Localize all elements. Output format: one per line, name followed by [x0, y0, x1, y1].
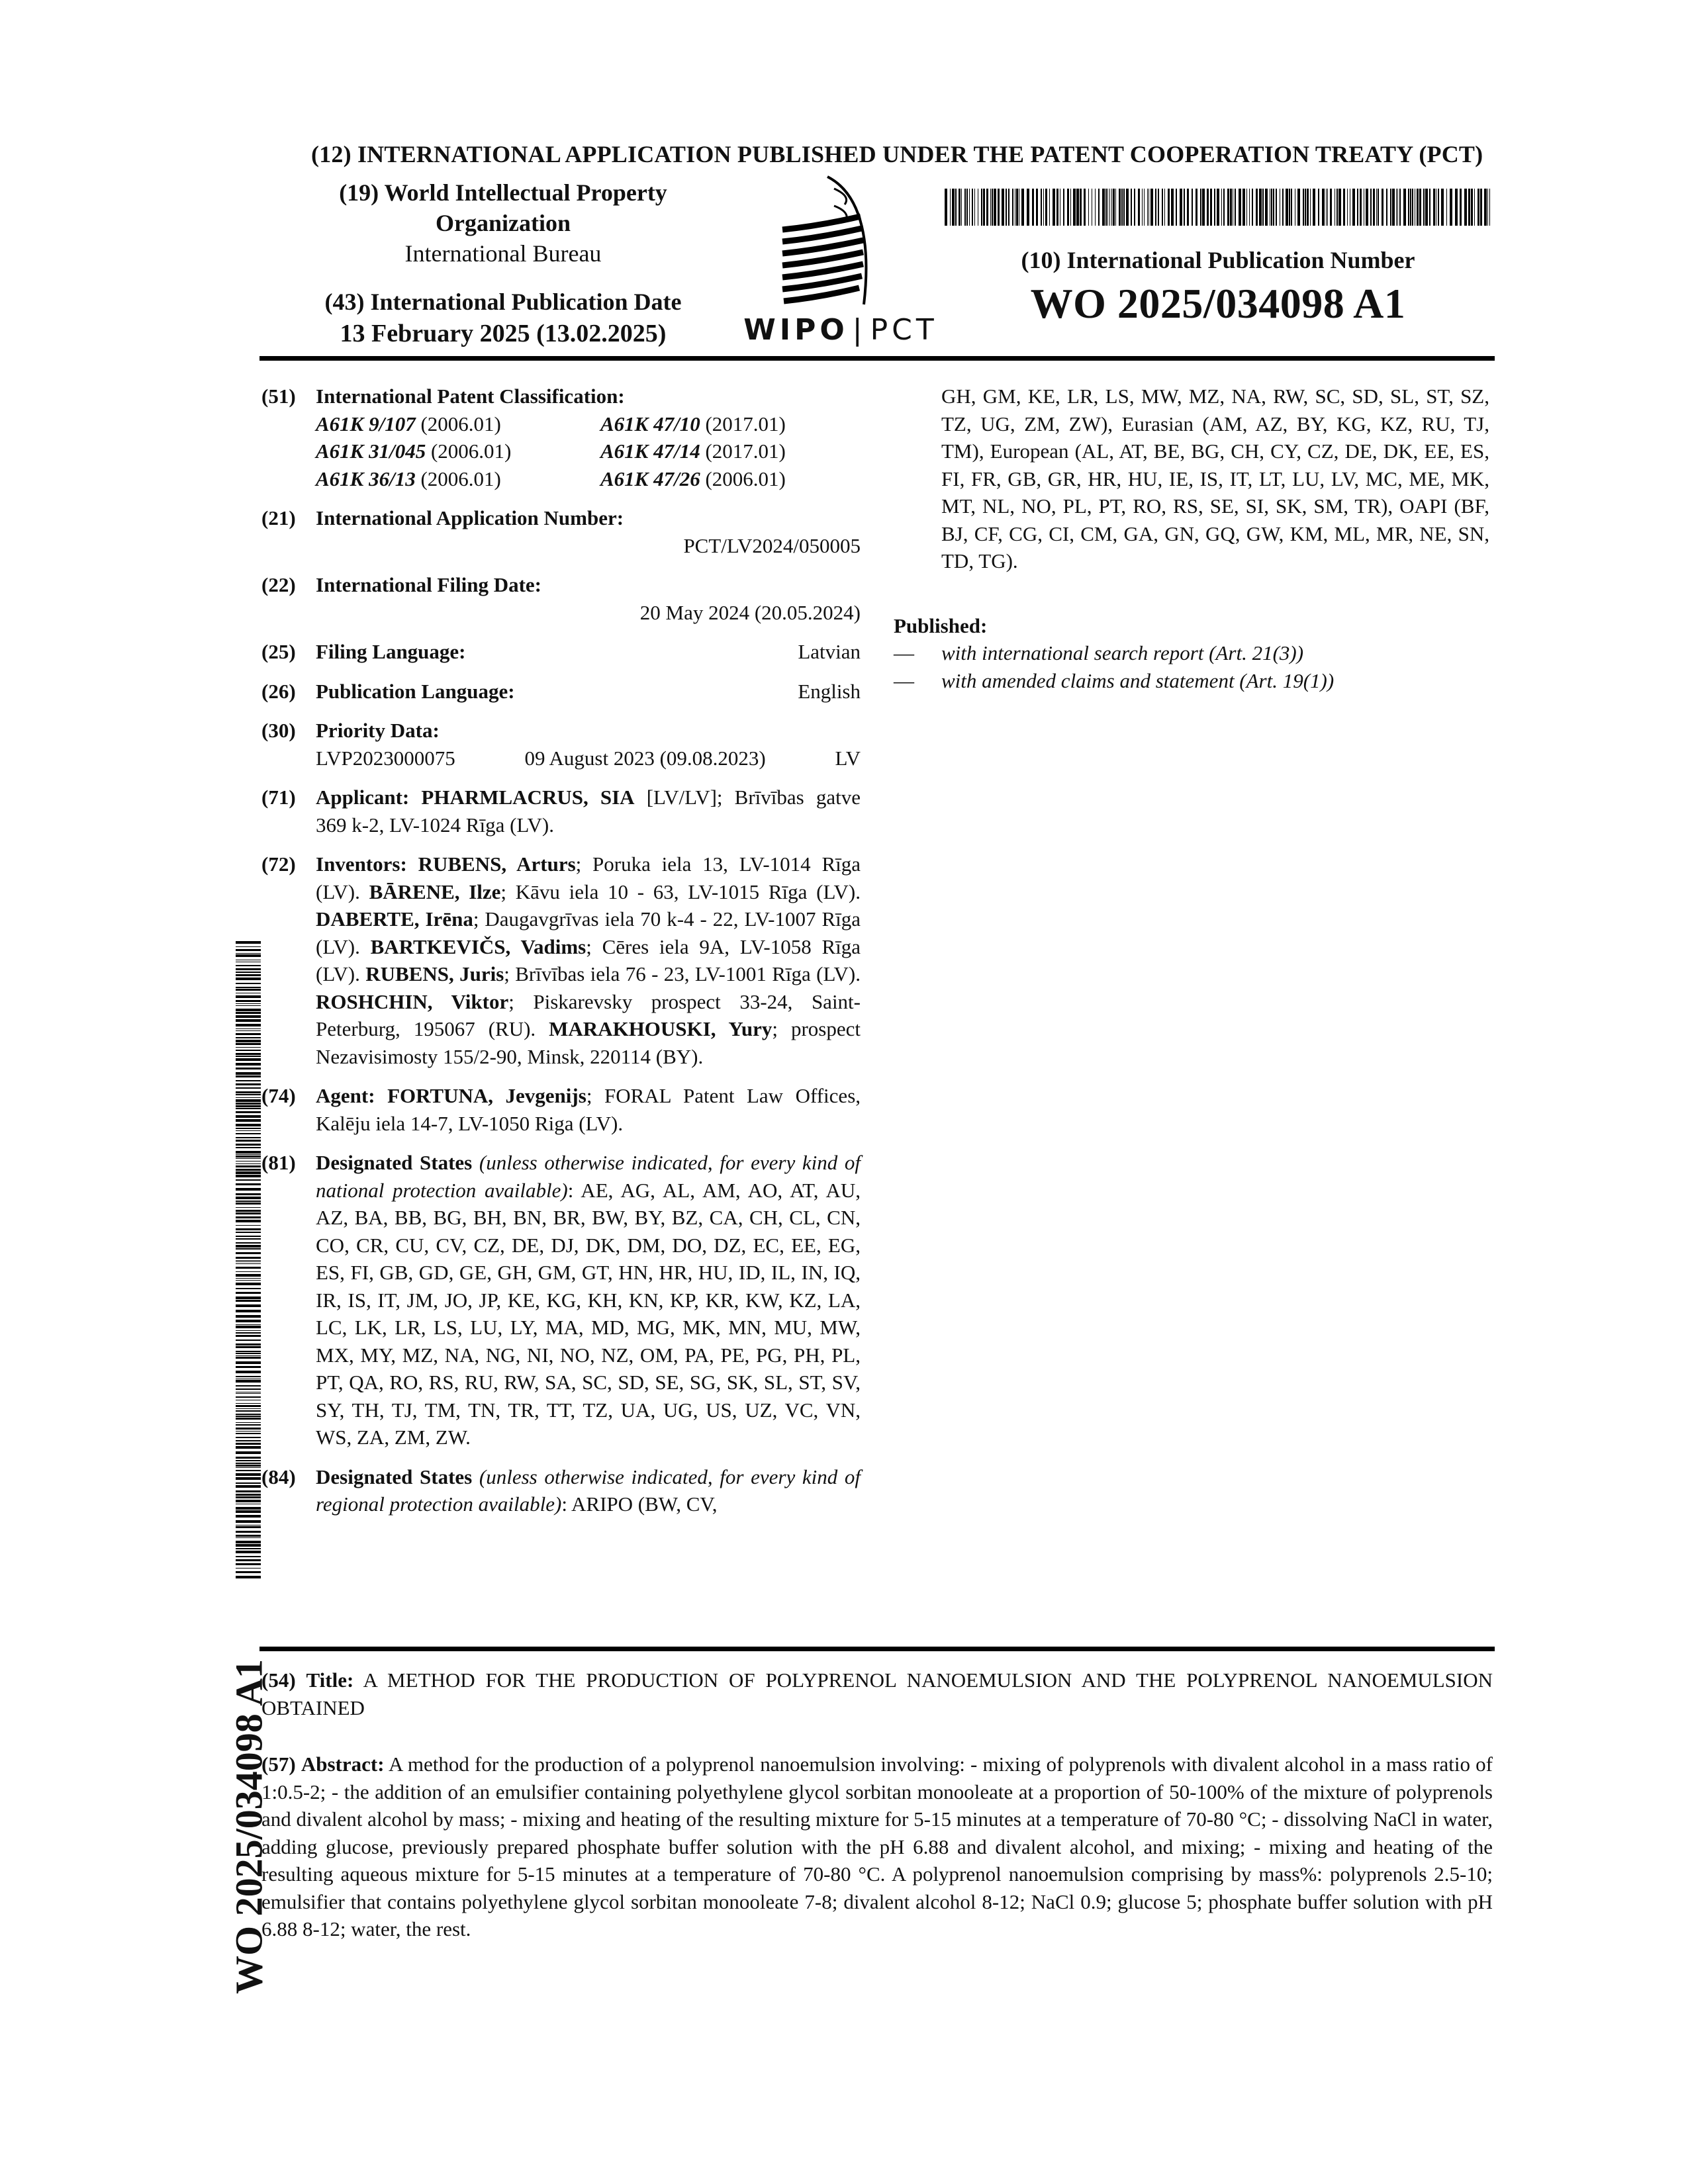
publication-number-block [943, 246, 1493, 328]
ipc-entry: A61K 31/045 (2006.01) [316, 439, 512, 463]
publication-language: English [798, 679, 861, 703]
inventor-name: BARTKEVIČS, Vadims [370, 934, 586, 958]
ipc-entry: A61K 47/10 (2017.01) [600, 412, 786, 435]
inventor-name: RUBENS, Juris [365, 962, 504, 985]
published-item: — with international search report (Art. 21(3)) [894, 641, 1304, 664]
field-priority-data: (30) Priority Data: LVP2023000075 09 August 2023 (09.08.2023) LV [261, 717, 861, 772]
agent-address: ; FORAL Patent Law Offices, Kalēju iela 14-7, LV-1050 Riga (LV). [316, 1084, 861, 1135]
ipc-entry: A61K 9/107 (2006.01) [316, 412, 501, 435]
title-text: A METHOD FOR THE PRODUCTION OF POLYPRENOL NANOEMULSION AND THE POLYPRENOL NANOEMULSION OBTAINED [261, 1668, 1493, 1719]
ipc-grid [316, 410, 861, 493]
field-publication-language: (26) Publication Language: English [261, 678, 861, 705]
inventor-name: DABERTE, Irēna [316, 907, 473, 931]
application-number: PCT/LV2024/050005 [683, 533, 861, 557]
publication-number-label: (10) International Publication Number [1021, 247, 1415, 273]
filing-date: 20 May 2024 (20.05.2024) [639, 600, 861, 624]
issuing-organization [311, 177, 695, 269]
inventor-name: RUBENS, Arturs [418, 852, 576, 876]
publication-barcode [943, 189, 1493, 226]
published-label: Published: [894, 614, 988, 637]
publication-date-label: (43) International Publication Date [324, 289, 682, 315]
field-filing-date: (22) International Filing Date: 20 May 2024 (20.05.2024) [261, 571, 861, 626]
field-designated-states-national: (81) Designated States (unless otherwise indicated, for every kind of national protection available): AE, AG, AL, AM, AO, AT, AU, AZ, BA, BB, BG, BH, BN, BR, BW, BY, BZ, CA, CH, CL, CN, CO, CR, CU, CV, CZ, DE, DJ, DK, DM, DO, DZ, EC, EE, EG, ES, FI, GB, GD, GE, GH, GM, GT, HN, HR, HU, ID, IL, IN, IQ, IR, IS, IT, JM, JO, JP, KE, KG, KH, KN, KP, KR, KW, KZ, LA, LC, LK, LR, LS, LU, LY, MA, MD, MG, MK, MN, MU, MW, MX, MY, MZ, NA, NG, NI, NO, NZ, OM, PA, PE, PG, PH, PL, PT, QA, RO, RS, RU, RW, SA, SC, SD, SE, SG, SK, SL, ST, SV, SY, TH, TJ, TM, TN, TR, TT, TZ, UA, UG, US, UZ, VC, VN, WS, ZA, ZM, ZW. [261, 1151, 861, 1449]
wipo-globe-icon [728, 175, 953, 311]
field-designated-states-regional: (84) Designated States (unless otherwise indicated, for every kind of regional protection available): ARIPO (BW, CV, [261, 1465, 861, 1516]
abstract-divider [259, 1647, 1495, 1651]
ipc-entry: A61K 47/26 (2006.01) [600, 467, 786, 490]
field-applicant: (71) Applicant: PHARMLACRUS, SIA [LV/LV]; Brīvības gatve 369 k-2, LV-1024 Rīga (LV). [261, 786, 861, 837]
agent-name: FORTUNA, Jevgenijs [387, 1084, 586, 1107]
priority-date: 09 August 2023 (09.08.2023) [524, 746, 766, 770]
abstract-text: A method for the production of a polyprenol nanoemulsion involving: - mixing of polyprenols with divalent alcohol in a mass ratio of 1:0.5-2; - the addition of an emulsifier containing polyethylene glycol sorbitan monooleate at a proportion of 50-100% of the mixture of polyprenols and divalent alcohol by mass; - mixing and heating of the resulting mixture for 5-15 minutes at a temperature of 70-80 °C; - dissolving NaCl in water, adding glucose, previously prepared phosphate buffer solution with the pH 6.88 and divalent alcohol, and mixing; - mixing and heating of the resulting aqueous mixture for 5-15 minutes at a temperature of 70-80 °C. A polyprenol nanoemulsion comprising by mass%: polyprenols 2.5-10; emulsifier that contains polyethylene glycol sorbitan monooleate 7-8; divalent alcohol 8-12; NaCl 0.9; glucose 5; phosphate buffer solution with pH 6.88 8-12; water, the rest. [261, 1752, 1493, 1940]
ipc-label: International Patent Classification: [316, 385, 625, 408]
title-abstract-section [261, 1666, 1493, 1943]
org-name-line1: World Intellectual Property [384, 179, 667, 206]
field-application-number: (21) International Application Number: PCT/LV2024/050005 [261, 504, 861, 559]
wipo-pct-logo [728, 175, 953, 347]
abstract: (57) Abstract: A method for the production of a polyprenol nanoemulsion involving: - mixing of polyprenols with divalent alcohol in a mass ratio of 1:0.5-2; - the addition of an emulsifier containing polyethylene glycol sorbitan monooleate at a proportion of 50-100% of the mixture of polyprenols and divalent alcohol by mass; - mixing and heating of the resulting mixture for 5-15 minutes at a temperature of 70-80 °C; - dissolving NaCl in water, adding glucose, previously prepared phosphate buffer solution with the pH 6.88 and divalent alcohol, and mixing; - mixing and heating of the resulting aqueous mixture for 5-15 minutes at a temperature of 70-80 °C. A polyprenol nanoemulsion comprising by mass%: polyprenols 2.5-10; emulsifier that contains polyethylene glycol sorbitan monooleate 7-8; divalent alcohol 8-12; NaCl 0.9; glucose 5; phosphate buffer solution with pH 6.88 8-12; water, the rest. [261, 1752, 1493, 1940]
priority-number: LVP2023000075 [316, 746, 455, 770]
field-filing-language: (25) Filing Language: Latvian [261, 638, 861, 666]
published-item: — with amended claims and statement (Art. 19(1)) [894, 668, 1335, 692]
vertical-publication-number: WO 2025/034098 A1 [227, 1659, 271, 1994]
ipc-entry: A61K 47/14 (2017.01) [600, 439, 786, 463]
publication-date-value: 13 February 2025 (13.02.2025) [340, 320, 667, 347]
field-inventors: (72) Inventors: RUBENS, Arturs; Poruka iela 13, LV-1014 Rīga (LV). BĀRENE, Ilze; Kāvu iela 10 - 63, LV-1015 Rīga (LV). DABERTE, Irēna; Daugavgrīvas iela 70 k-4 - 22, LV-1007 Rīga (LV). BARTKEVIČS, Vadims; Cēres iela 9A, LV-1058 Rīga (LV). RUBENS, Juris; Brīvības iela 76 - 23, LV-1001 Rīga (LV). ROSHCHIN, Viktor; Piskarevsky prospect 33-24, Saint-Peterburg, 195067 (RU). MARAKHOUSKI, Yury; prospect Nezavisimosty 155/2-90, Minsk, 220114 (BY). [261, 852, 861, 1068]
ipc-entry: A61K 36/13 (2006.01) [316, 467, 501, 490]
invention-title: (54) Title: A METHOD FOR THE PRODUCTION OF POLYPRENOL NANOEMULSION AND THE POLYPRENOL NANOEMULSION OBTAINED [261, 1668, 1493, 1719]
bibliographic-left-column [261, 383, 861, 1530]
national-states-list: : AE, AG, AL, AM, AO, AT, AU, AZ, BA, BB, BG, BH, BN, BR, BW, BY, BZ, CA, CH, CL, CN, CO, CR, CU, CV, CZ, DE, DJ, DK, DM, DO, DZ, EC, EE, EG, ES, FI, GB, GD, GE, GH, GM, GT, HN, HR, HU, ID, IL, IN, IQ, IR, IS, IT, JM, JO, JP, KE, KG, KH, KN, KP, KR, KW, KZ, LA, LC, LK, LR, LS, LU, LY, MA, MD, MG, MK, MN, MU, MW, MX, MY, MZ, NA, NG, NI, NO, NZ, OM, PA, PE, PG, PH, PL, PT, QA, RO, RS, RU, RW, SA, SC, SD, SE, SG, SK, SL, ST, SV, SY, TH, TJ, TM, TN, TR, TT, TZ, UA, UG, US, UZ, VC, VN, WS, ZA, ZM, ZW. [316, 1178, 861, 1449]
filing-language: Latvian [798, 640, 861, 663]
document-type-heading: (12) INTERNATIONAL APPLICATION PUBLISHED UNDER THE PATENT COOPERATION TREATY (PCT) [311, 141, 1483, 167]
inventor-name: BĀRENE, Ilze [369, 880, 501, 903]
regional-states-continued: GH, GM, KE, LR, LS, MW, MZ, NA, RW, SC, SD, SL, ST, SZ, TZ, UG, ZM, ZW), Eurasian (AM, AZ, BY, KG, KZ, RU, TJ, TM), European (AL, AT, BE, BG, CH, CY, CZ, DE, DK, EE, ES, FI, FR, GB, GR, HR, HU, IE, IS, IT, LT, LU, LV, MC, ME, MK, MT, NL, NO, PL, PT, RO, RS, SE, SI, SK, SM, TR), OAPI (BF, BJ, CF, CG, CI, CM, GA, GN, GQ, GW, KM, ML, MR, NE, SN, TD, TG). [941, 385, 1489, 572]
org-bureau: International Bureau [404, 240, 602, 267]
bibliographic-right-column [894, 383, 1489, 694]
field-agent: (74) Agent: FORTUNA, Jevgenijs; FORAL Patent Law Offices, Kalēju iela 14-7, LV-1050 Riga (LV). [261, 1084, 861, 1135]
priority-country: LV [835, 746, 861, 770]
inventor-name: MARAKHOUSKI, Yury [549, 1017, 773, 1040]
regional-states-list: : ARIPO (BW, CV, [561, 1492, 718, 1516]
published-status [894, 612, 1489, 695]
vertical-barcode [236, 940, 261, 1582]
wipo-pct-wordmark: WIPO | PCT [743, 313, 938, 347]
field-ipc: (51) International Patent Classification: A61K 9/107 (2006.01) A61K 47/10 (2017.01) A61K 31/045 (2006.01) A61K 47/14 (2017.01) A61K 36/13 (2006.01) A61K 47/26 (2006.01) [261, 383, 861, 492]
publication-date-block [311, 286, 695, 349]
applicant-address: [LV/LV]; Brīvības gatve 369 k-2, LV-1024 Rīga (LV). [316, 786, 861, 837]
header-divider [259, 356, 1495, 361]
org-name-line2: Organization [436, 210, 571, 236]
applicant-name: PHARMLACRUS, SIA [421, 786, 635, 809]
inventor-name: ROSHCHIN, Viktor [316, 989, 509, 1013]
publication-number: WO 2025/034098 A1 [1030, 280, 1406, 327]
org-code: (19) [339, 179, 379, 206]
